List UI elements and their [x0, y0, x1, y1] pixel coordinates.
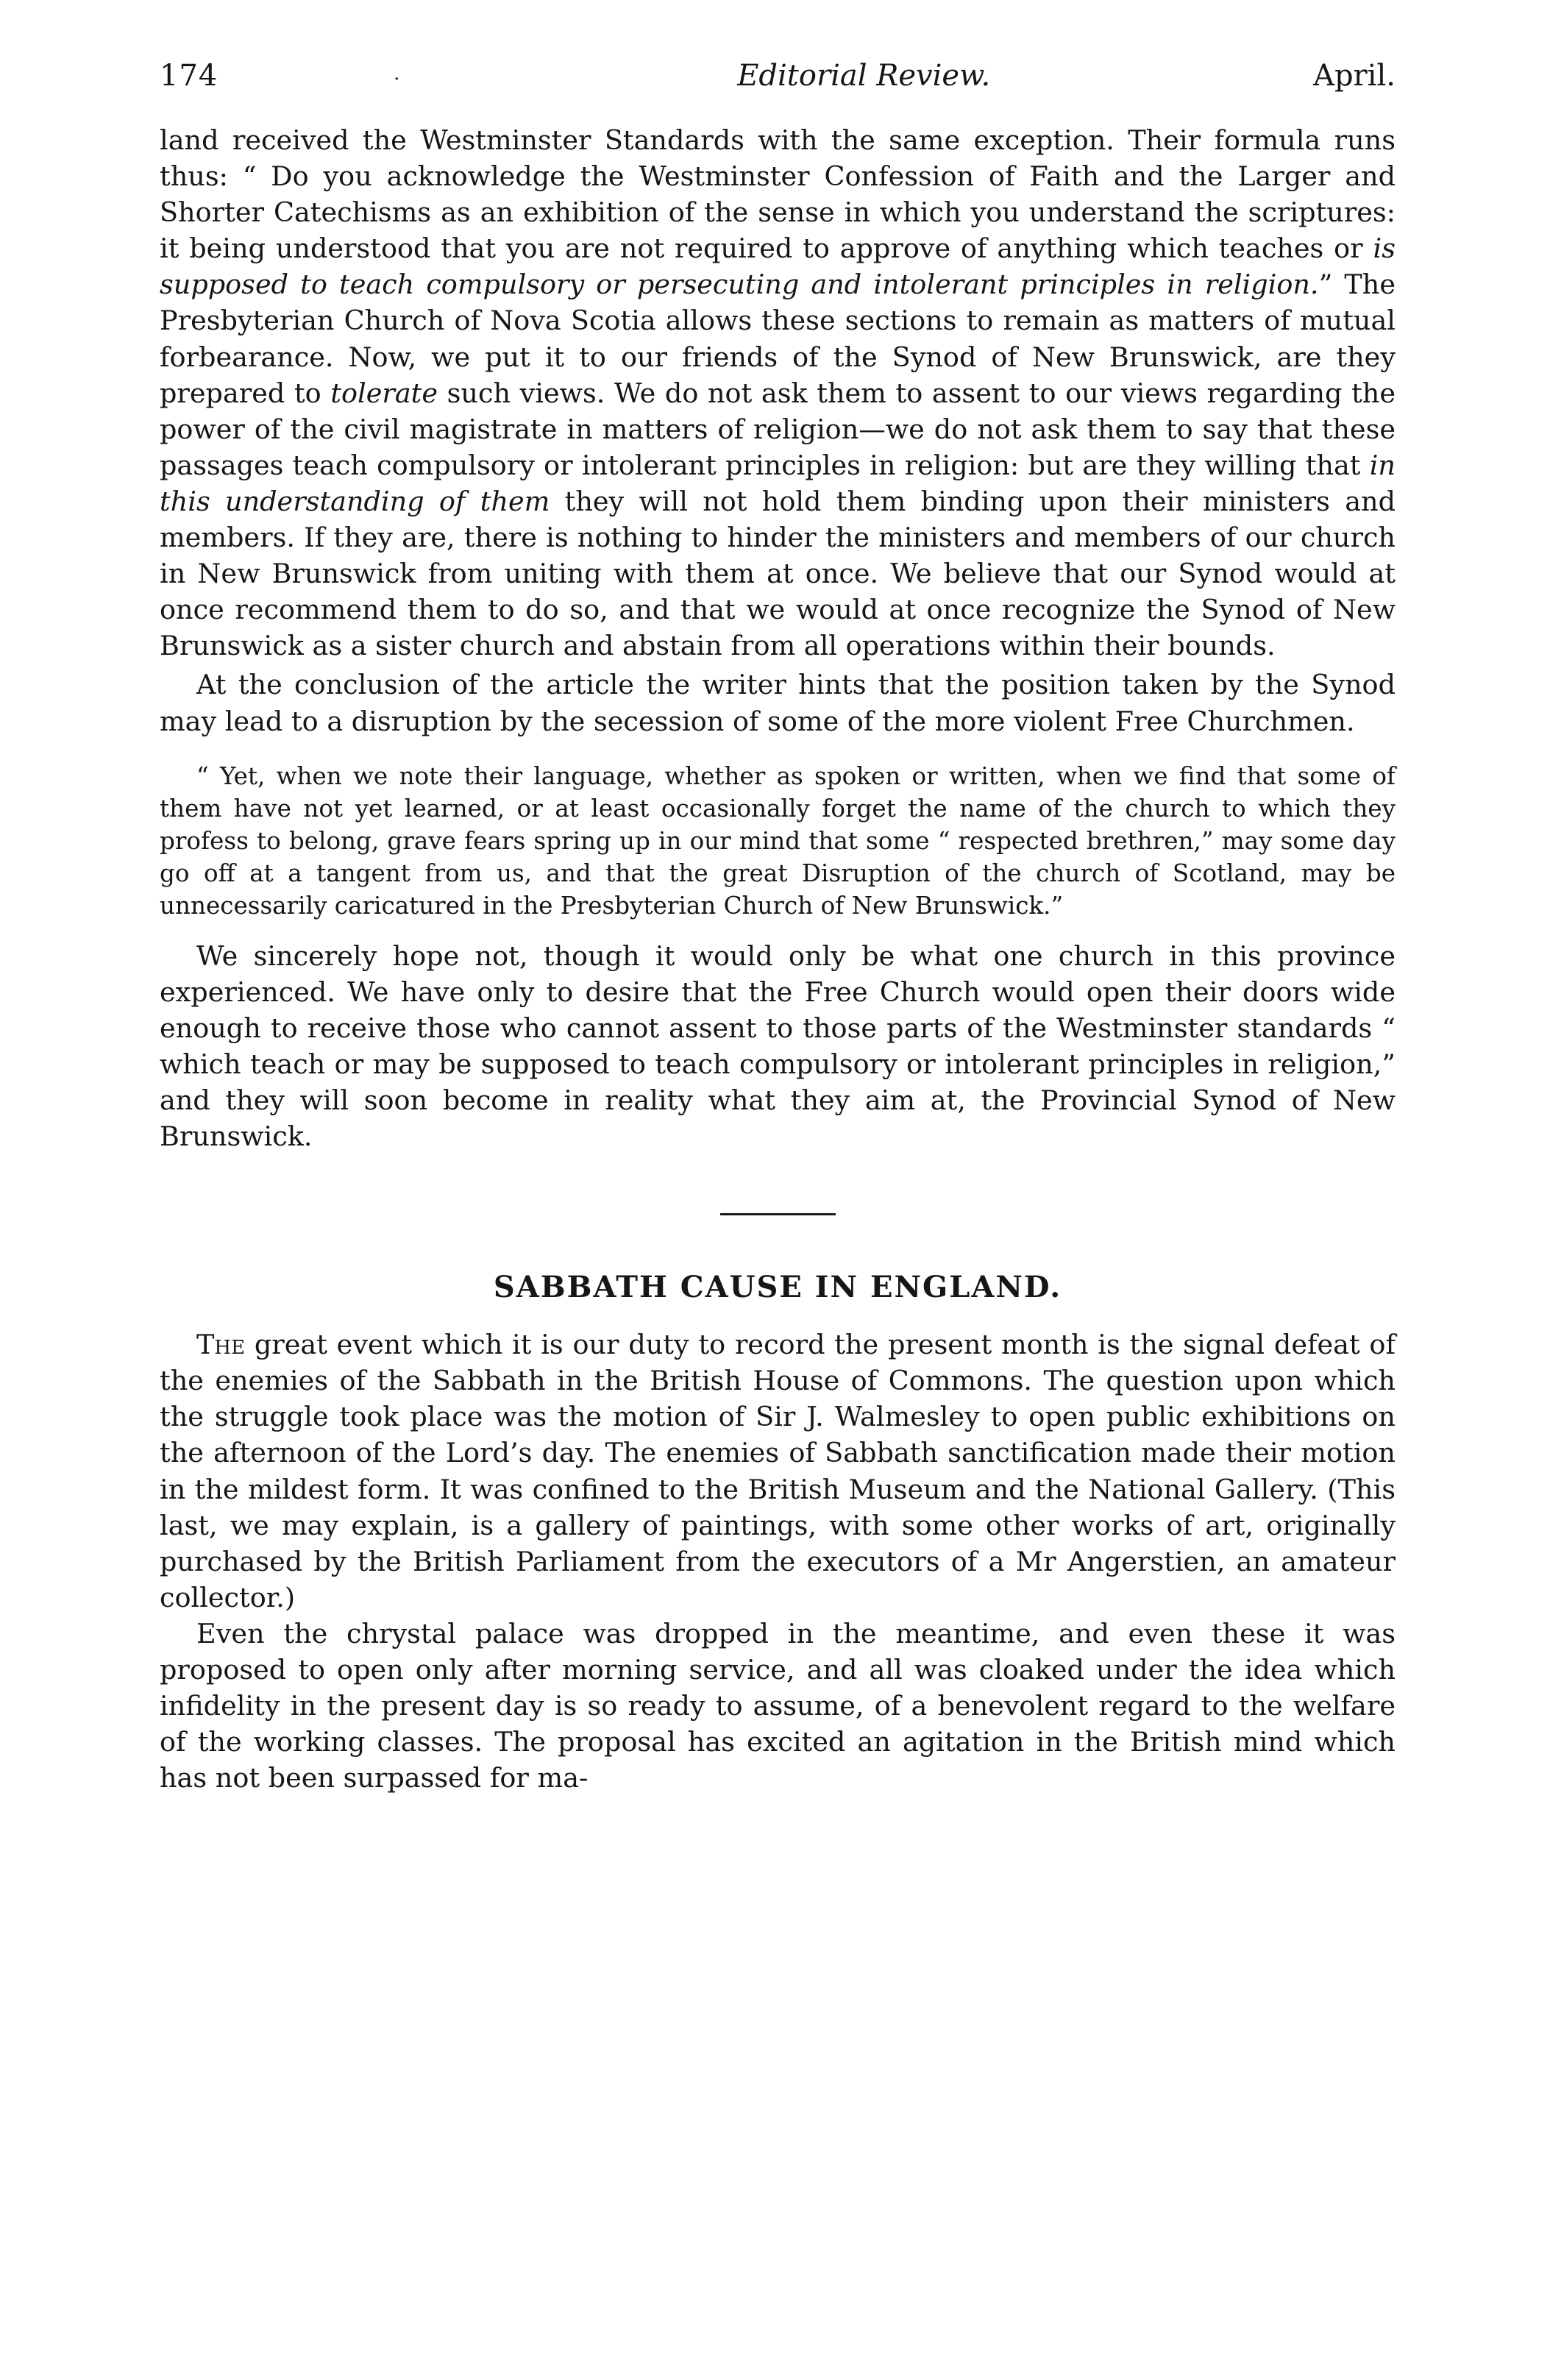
running-title: Editorial Review.	[737, 59, 991, 93]
p4-text: great event which it is our duty to record the present month is the signal defeat of the enemies of the Sabbath in the British House of Commons. The question upon which the struggle took place was the motion of Sir J. Walmesley to open public exhibitions on the afternoon of the Lord’s day. The enemies of Sabbath sanctification made their motion in the mildest form. It was confined to the British Museum and the National Gallery. (This last, we may explain, is a gallery of paintings, with some other works of art, originally purchased by the British Parliament from the executors of a Mr Angerstien, an amateur collector.)	[160, 1329, 1396, 1613]
block-quote: “ Yet, when we note their language, whether as spoken or written, when we find that some of them have not yet learned, or at least occasionally forget the name of the church to which they profess to belong, grave fears spring up in our mind that some “ respected brethren,” may some day go off at a tangent from us, and that the great Disruption of the church of Scotland, may be unnecessarily caricatured in the Presbyterian Church of New Brunswick.”	[160, 761, 1396, 920]
section-title: SABBATH CAUSE IN ENGLAND.	[493, 1270, 1062, 1305]
p1-text-b: ” The Presbyterian Church of Nova Scotia allows these sections to remain as matters of mutual forbearance. Now, we put it to our friends of the Synod of New Brunswick, are they prepared to	[160, 269, 1396, 409]
header-month: April.	[1313, 59, 1396, 93]
paragraph-continuation	[160, 122, 1396, 664]
paragraph-sabbath-2: Even the chrystal palace was dropped in the meantime, and even these it was proposed to open only after morning service, and all was cloaked under the idea which infidelity in the present day is so ready to assume, of a benevolent regard to the welfare of the working classes. The proposal has excited an agitation in the British mind which has not been surpassed for ma-	[160, 1617, 1396, 1794]
p1-text-a: land received the Westminster Standards with the same exception. Their formula runs thus: “ Do you acknowledge the Westminster Confession of Faith and the Larger and Shorter Catechisms as an exhibition of the sense in which you understand the scriptures: it being understood that you are not required to approve of anything which teaches or	[160, 124, 1396, 265]
p1-text-c: such views. We do not ask them to assent to our views regarding the power of the civil magistrate in matters of religion—we do not ask them to say that these passages teach compulsory or intolerant principles in religion: but are they willing that	[160, 377, 1396, 481]
page	[160, 59, 1396, 1796]
p1-emphasis-a: is supposed to teach compulsory or persecuting and intolerant principles in religion.	[160, 232, 1396, 301]
paragraph-response: We sincerely hope not, though it would only be what one church in this province experienced. We have only to desire that the Free Church would open their doors wide enough to receive those who cannot assent to those parts of the Westminster standards “ which teach or may be supposed to teach compulsory or intolerant principles in religion,” and they will soon become in reality what they aim at, the Provincial Synod of New Brunswick.	[160, 939, 1396, 1153]
header-dot: ·	[394, 68, 400, 90]
paragraph-sabbath-1	[160, 1326, 1396, 1616]
lead-word: The	[196, 1329, 246, 1361]
running-header	[160, 59, 1396, 103]
p1-emphasis-c: in this understanding of them	[160, 449, 1396, 517]
page-number: 174	[160, 59, 218, 93]
section-divider	[720, 1213, 836, 1215]
p1-text-d: they will not hold them binding upon their ministers and members. If they are, there is nothing to hinder the ministers and members of our church in New Brunswick from uniting with them at once. We believe that our Synod would at once recommend them to do so, and that we would at once recognize the Synod of New Brunswick as a sister church and abstain from all operations within their bounds.	[160, 485, 1396, 662]
paragraph-conclusion: At the conclusion of the article the writer hints that the position taken by the Synod may lead to a disruption by the secession of some of the more violent Free Churchmen.	[160, 669, 1396, 737]
p1-emphasis-b: tolerate	[330, 377, 438, 409]
